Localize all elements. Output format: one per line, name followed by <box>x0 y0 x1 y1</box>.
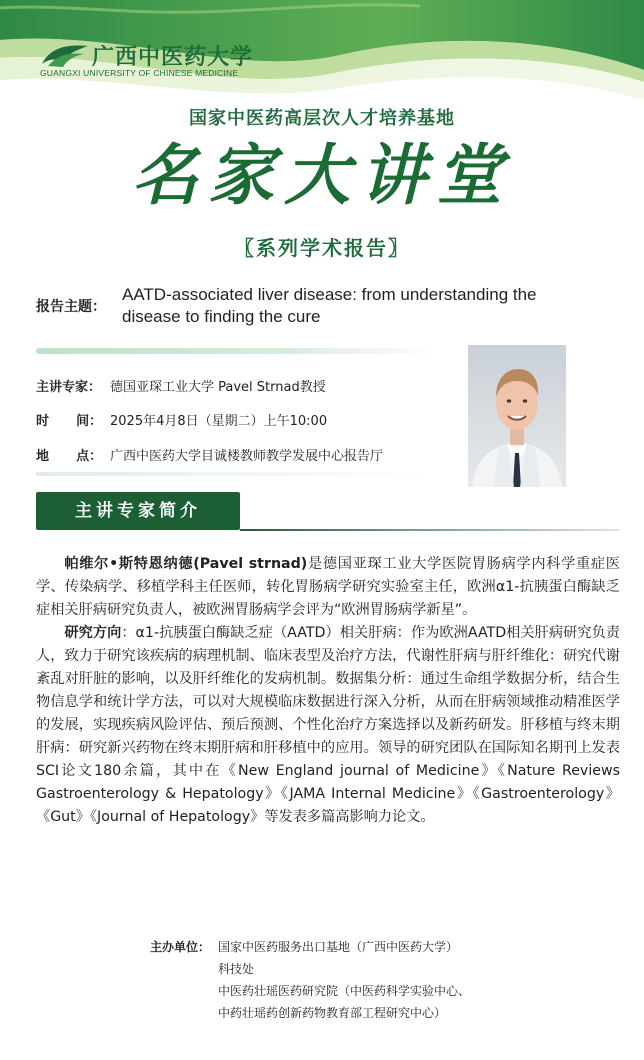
speaker-photo <box>468 345 566 487</box>
research-direction-label: 研究方向 <box>64 625 122 641</box>
topic-text: AATD-associated liver disease: from understanding the disease to finding the cure <box>122 285 537 326</box>
place-label: 地 点： <box>36 449 103 464</box>
speaker-value: 德国亚琛工业大学 Pavel Strnad教授 <box>110 380 326 395</box>
speaker-label: 主讲专家： <box>36 380 102 395</box>
host-item: 中药壮瑶药创新药物教育部工程研究中心） <box>218 1006 447 1020</box>
place-value: 广西中医药大学目诚楼教师教学发展中心报告厅 <box>110 449 384 464</box>
bio-paragraph-2 <box>36 622 620 829</box>
time-label: 时 间： <box>36 414 103 429</box>
host-item: 国家中医药服务出口基地（广西中医药大学） <box>218 940 459 954</box>
university-name-cn: 广西中医药大学 <box>92 44 254 70</box>
bio-paragraph-1 <box>36 553 620 622</box>
host-list <box>218 936 620 1024</box>
place-row <box>36 445 383 464</box>
host-item: 中医药壮瑶医药研究院（中医药科学实验中心、 <box>218 984 471 998</box>
host-item: 科技处 <box>218 962 255 976</box>
host-label: 主办单位： <box>150 940 211 954</box>
time-value: 2025年4月8日（星期二）上午10:00 <box>110 414 328 429</box>
speaker-bio <box>36 553 620 829</box>
main-title: 名家大讲堂 <box>132 136 512 214</box>
bio-paragraph-2-text: ：α1-抗胰蛋白酶缺乏症（AATD）相关肝病：作为欧洲AATD相关肝病研究负责人，致力于研究该疾病的病理机制、临床表型及治疗方法，代谢性肝病与肝纤维化：研究代谢紊乱对肝脏的影响，以及肝纤维化的发病机制。数据集分析：通过生命组学数据分析，结合生物信息学和统计学方法，可以对大规模临床数据进行深入分析，从而在肝病领域推动精准医学的发展，实现疾病风险评估、预后预测、个性化治疗方案选择以及新药研发。肝移植与终末期肝病：研究新兴药物在终末期肝病和肝移植中的应用。领导的研究团队在国际知名期刊上发表SCI论文180余篇，其中在《New England journal of Medicine》《Nature Reviews Gastroenterology & Hepatology》《JAMA Internal Medicine》《Gastroenterology》《Gut》《Journal of Hepatology》等发表多篇高影响力论文。 <box>36 625 620 825</box>
bio-paragraph-1-text: 是德国亚琛工业大学医院胃肠病学内科学重症医学、传染病学、移植学科主任医师，转化胃肠病学研究实验室主任，欧洲α1-抗胰蛋白酶缺乏症相关肝病研究负责人，被欧洲胃肠病学会评为“欧洲胃肠病学新星”。 <box>36 556 620 618</box>
university-emblem-icon <box>40 42 92 70</box>
university-logo <box>40 40 280 80</box>
speaker-row <box>36 376 326 395</box>
time-row <box>36 410 327 429</box>
intro-tab-line <box>240 529 620 531</box>
speaker-intro-tab <box>36 492 240 530</box>
speaker-intro-tab-label: 主讲专家简介 <box>75 501 201 521</box>
info-divider <box>36 472 436 476</box>
topic-label: 报告主题： <box>36 299 106 315</box>
speaker-full-name: 帕维尔•斯特恩纳德(Pavel strnad) <box>64 556 308 572</box>
topic-divider <box>36 348 436 354</box>
series-title: 〖系列学术报告〗 <box>234 236 410 260</box>
university-name-en: GUANGXI UNIVERSITY OF CHINESE MEDICINE <box>40 68 239 78</box>
base-title: 国家中医药高层次人才培养基地 <box>189 108 455 129</box>
